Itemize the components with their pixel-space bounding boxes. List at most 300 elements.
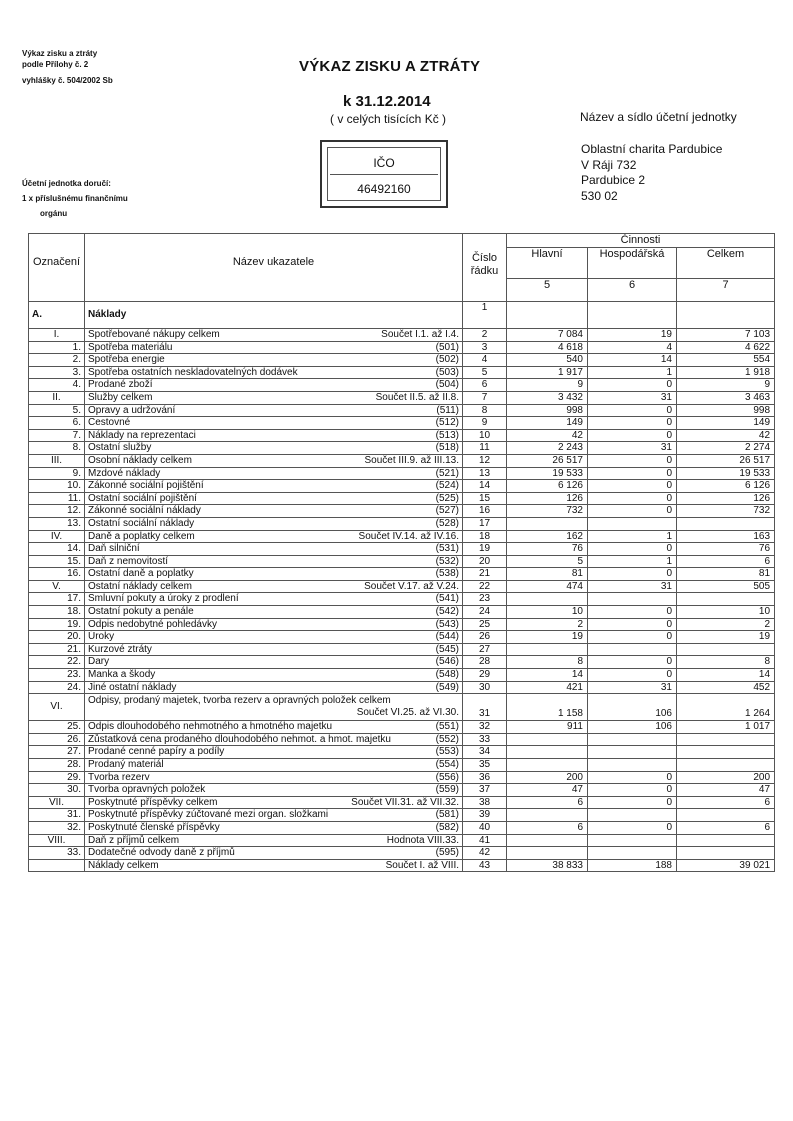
- row-number: 33: [463, 733, 507, 746]
- value-celkem: 2 274: [677, 442, 775, 455]
- value-celkem: 76: [677, 543, 775, 556]
- row-code: 23.: [29, 669, 85, 682]
- value-hospodarska: 0: [588, 454, 677, 467]
- row-account: Součet VI.25. až VI.30.: [356, 707, 459, 719]
- row-account: (553): [435, 746, 459, 758]
- row-account: (552): [435, 733, 459, 745]
- row-name: Prodané cenné papíry a podíly: [88, 746, 225, 758]
- value-hospodarska: 0: [588, 505, 677, 518]
- value-hospodarska: [588, 746, 677, 759]
- row-code: 16.: [29, 568, 85, 581]
- table-row: [29, 746, 775, 759]
- row-number: 2: [463, 329, 507, 342]
- row-account: Součet I.1. až I.4.: [381, 329, 459, 340]
- value-celkem: 1 017: [677, 721, 775, 734]
- value-hospodarska: 0: [588, 404, 677, 417]
- value-hospodarska: 0: [588, 606, 677, 619]
- table-row: [29, 379, 775, 392]
- row-label: [85, 606, 463, 619]
- row-number: 7: [463, 391, 507, 404]
- row-number: 5: [463, 366, 507, 379]
- value-celkem: 14: [677, 669, 775, 682]
- table-row: [29, 796, 775, 809]
- table-row: [29, 593, 775, 606]
- row-name: Odpis dlouhodobého nehmotného a hmotného majetku: [88, 721, 333, 733]
- row-label: [85, 480, 463, 493]
- row-number: 6: [463, 379, 507, 392]
- row-name: Mzdové náklady: [88, 467, 161, 479]
- table-row: [29, 681, 775, 694]
- row-account: Součet I. až VIII.: [385, 859, 459, 871]
- table-row: [29, 809, 775, 822]
- value-hlavni: 19: [507, 631, 588, 644]
- value-hlavni: 540: [507, 354, 588, 367]
- value-hlavni: 8: [507, 656, 588, 669]
- value-hospodarska: 0: [588, 467, 677, 480]
- row-label: [85, 442, 463, 455]
- row-code: VI.: [29, 694, 85, 721]
- value-celkem: 42: [677, 429, 775, 442]
- table-row: [29, 580, 775, 593]
- row-name: Dary: [88, 656, 110, 668]
- row-number: 20: [463, 555, 507, 568]
- table-row: [29, 417, 775, 430]
- row-name: Náklady celkem: [88, 859, 159, 871]
- delivery-note: [22, 178, 128, 219]
- row-number: 39: [463, 809, 507, 822]
- row-code: 7.: [29, 429, 85, 442]
- row-name: Odpisy, prodaný majetek, tvorba rezerv a opravných položek celkem: [88, 695, 391, 707]
- row-code: [29, 859, 85, 872]
- row-number: 13: [463, 467, 507, 480]
- row-label: [85, 643, 463, 656]
- row-code: VII.: [29, 796, 85, 809]
- row-name: Zákonné sociální náklady: [88, 505, 201, 517]
- row-code: 10.: [29, 480, 85, 493]
- row-label: [85, 759, 463, 772]
- table-row: [29, 391, 775, 404]
- row-account: (528): [435, 517, 459, 529]
- value-hospodarska: 31: [588, 681, 677, 694]
- row-label: [85, 694, 463, 721]
- row-label: [85, 809, 463, 822]
- ico-box: [320, 140, 448, 208]
- row-label: [85, 859, 463, 872]
- form-reference: [22, 48, 113, 86]
- section-row: [29, 302, 775, 329]
- row-name: Spotřeba energie: [88, 354, 165, 366]
- value-celkem: 19 533: [677, 467, 775, 480]
- table-row: [29, 694, 775, 721]
- row-name: Ostatní pokuty a penále: [88, 606, 194, 618]
- row-label: [85, 379, 463, 392]
- row-label: [85, 568, 463, 581]
- row-number: 3: [463, 341, 507, 354]
- row-label: [85, 733, 463, 746]
- row-account: (543): [435, 618, 459, 630]
- row-number: 22: [463, 580, 507, 593]
- value-celkem: 2: [677, 618, 775, 631]
- row-label: [85, 618, 463, 631]
- value-celkem: 47: [677, 784, 775, 797]
- row-number: 19: [463, 543, 507, 556]
- row-label: [85, 530, 463, 543]
- row-account: (549): [435, 681, 459, 693]
- entity-line: 530 02: [581, 188, 618, 203]
- table-row: [29, 859, 775, 872]
- value-hospodarska: 0: [588, 796, 677, 809]
- row-number: 43: [463, 859, 507, 872]
- row-number: 42: [463, 847, 507, 860]
- row-account: (551): [435, 721, 459, 733]
- row-account: (504): [435, 379, 459, 391]
- value-celkem: 6: [677, 821, 775, 834]
- value-hospodarska: 0: [588, 618, 677, 631]
- table-row: [29, 454, 775, 467]
- value-hospodarska: 31: [588, 391, 677, 404]
- header-hospodarska: Hospodářská: [588, 248, 677, 279]
- row-label: [85, 417, 463, 430]
- value-hospodarska: 0: [588, 568, 677, 581]
- value-celkem: 6: [677, 555, 775, 568]
- row-number: 21: [463, 568, 507, 581]
- value-hlavni: 19 533: [507, 467, 588, 480]
- value-hospodarska: [588, 643, 677, 656]
- row-account: (501): [435, 341, 459, 353]
- row-name: Ostatní sociální pojištění: [88, 492, 197, 504]
- value-celkem: 6: [677, 796, 775, 809]
- value-celkem: 7 103: [677, 329, 775, 342]
- row-code: 17.: [29, 593, 85, 606]
- row-name: Daň z příjmů celkem: [88, 834, 180, 846]
- header-cinnosti: Činnosti: [507, 234, 775, 248]
- row-name: Osobní náklady celkem: [88, 454, 192, 466]
- row-code: 29.: [29, 771, 85, 784]
- row-number: 31: [463, 694, 507, 721]
- document-date: k 31.12.2014: [343, 93, 431, 110]
- row-name: Zákonné sociální pojištění: [88, 480, 204, 492]
- row-account: (527): [435, 505, 459, 517]
- section-name: Náklady: [85, 302, 463, 329]
- value-celkem: [677, 847, 775, 860]
- value-celkem: [677, 759, 775, 772]
- table-row: [29, 492, 775, 505]
- value-celkem: 505: [677, 580, 775, 593]
- row-name: Ostatní náklady celkem: [88, 580, 192, 592]
- row-label: [85, 669, 463, 682]
- row-name: Poskytnuté příspěvky celkem: [88, 796, 218, 808]
- row-code: 24.: [29, 681, 85, 694]
- row-name: Daň silniční: [88, 543, 140, 555]
- row-name: Daň z nemovitostí: [88, 555, 169, 567]
- value-celkem: [677, 733, 775, 746]
- row-account: (518): [435, 442, 459, 454]
- row-number: 25: [463, 618, 507, 631]
- row-account: (582): [435, 821, 459, 833]
- value-celkem: [677, 746, 775, 759]
- value-hlavni: [507, 847, 588, 860]
- value-hospodarska: 31: [588, 442, 677, 455]
- value-hospodarska: [588, 809, 677, 822]
- row-name: Spotřeba ostatních neskladovatelných dodávek: [88, 366, 298, 378]
- table-row: [29, 354, 775, 367]
- row-code: 25.: [29, 721, 85, 734]
- table-row: [29, 341, 775, 354]
- row-number: 36: [463, 771, 507, 784]
- value-celkem: 6 126: [677, 480, 775, 493]
- row-name: Ostatní služby: [88, 442, 152, 454]
- row-label: [85, 454, 463, 467]
- ico-divider: [330, 174, 438, 175]
- value-celkem: 19: [677, 631, 775, 644]
- entity-heading: Název a sídlo účetní jednotky: [580, 110, 737, 124]
- value-hospodarska: [588, 847, 677, 860]
- value-celkem: 26 517: [677, 454, 775, 467]
- row-number: 8: [463, 404, 507, 417]
- ico-value: 46492160: [357, 182, 411, 196]
- row-number: 27: [463, 643, 507, 656]
- value-hospodarska: 0: [588, 492, 677, 505]
- value-hlavni: [507, 746, 588, 759]
- row-account: (554): [435, 759, 459, 770]
- row-code: II.: [29, 391, 85, 404]
- row-label: [85, 517, 463, 530]
- value-hlavni: 4 618: [507, 341, 588, 354]
- entity-address: [581, 142, 722, 204]
- row-code: 18.: [29, 606, 85, 619]
- value-hlavni: 200: [507, 771, 588, 784]
- value-hospodarska: 0: [588, 480, 677, 493]
- value-celkem: 4 622: [677, 341, 775, 354]
- row-number: 34: [463, 746, 507, 759]
- value-hlavni: 474: [507, 580, 588, 593]
- row-number: 12: [463, 454, 507, 467]
- row-account: (546): [435, 656, 459, 668]
- delivery-note-line: orgánu: [40, 209, 68, 218]
- value-hlavni: 9: [507, 379, 588, 392]
- row-number: 11: [463, 442, 507, 455]
- header-oznaceni: Označení: [29, 234, 85, 302]
- value-celkem: 9: [677, 379, 775, 392]
- value-hlavni: [507, 759, 588, 772]
- value-celkem: 1 264: [677, 694, 775, 721]
- row-account: (542): [435, 606, 459, 618]
- value-celkem: 163: [677, 530, 775, 543]
- row-label: [85, 593, 463, 606]
- value-hospodarska: 1: [588, 366, 677, 379]
- row-number: 1: [463, 302, 507, 329]
- row-account: (503): [435, 366, 459, 378]
- row-account: (581): [435, 809, 459, 821]
- row-number: 41: [463, 834, 507, 847]
- value-celkem: [677, 809, 775, 822]
- value-hlavni: 3 432: [507, 391, 588, 404]
- row-number: 32: [463, 721, 507, 734]
- row-code: 14.: [29, 543, 85, 556]
- value-celkem: 126: [677, 492, 775, 505]
- row-account: (513): [435, 429, 459, 441]
- value-hlavni: 1 917: [507, 366, 588, 379]
- header-nazev: Název ukazatele: [85, 234, 463, 302]
- row-name: Kurzové ztráty: [88, 643, 152, 655]
- value-hlavni: 5: [507, 555, 588, 568]
- row-name: Ostatní daně a poplatky: [88, 568, 194, 580]
- header-celkem: Celkem: [677, 248, 775, 279]
- value-celkem: [677, 517, 775, 530]
- row-name: Tvorba rezerv: [88, 771, 150, 783]
- row-label: [85, 821, 463, 834]
- value-hlavni: 732: [507, 505, 588, 518]
- row-name: Tvorba opravných položek: [88, 784, 206, 796]
- value-hlavni: 7 084: [507, 329, 588, 342]
- row-account: (502): [435, 354, 459, 366]
- row-account: (559): [435, 784, 459, 796]
- delivery-note-line: Účetní jednotka doručí:: [22, 179, 111, 188]
- value-hospodarska: 1: [588, 530, 677, 543]
- value-hospodarska: 0: [588, 543, 677, 556]
- row-name: Zůstatková cena prodaného dlouhodobého nehmot. a hmot. majetku: [88, 733, 391, 745]
- delivery-note-line: 1 x příslušnému finančnímu: [22, 194, 128, 203]
- value-hospodarska: [588, 834, 677, 847]
- row-code: 19.: [29, 618, 85, 631]
- row-number: 4: [463, 354, 507, 367]
- row-number: 14: [463, 480, 507, 493]
- value-hlavni: 911: [507, 721, 588, 734]
- row-number: 15: [463, 492, 507, 505]
- row-label: [85, 329, 463, 342]
- value-celkem: 39 021: [677, 859, 775, 872]
- row-account: Součet VII.31. až VII.32.: [351, 796, 459, 808]
- value-hlavni: 14: [507, 669, 588, 682]
- header-row: [29, 234, 775, 248]
- row-label: [85, 467, 463, 480]
- entity-line: V Ráji 732: [581, 157, 637, 172]
- value-hospodarska: 0: [588, 669, 677, 682]
- row-account: (556): [435, 771, 459, 783]
- value-hospodarska: 0: [588, 656, 677, 669]
- row-account: (541): [435, 593, 459, 605]
- value-hlavni: 6: [507, 821, 588, 834]
- value-hospodarska: 0: [588, 379, 677, 392]
- table-row: [29, 366, 775, 379]
- value-hlavni: 6 126: [507, 480, 588, 493]
- value-celkem: 200: [677, 771, 775, 784]
- table-row: [29, 771, 775, 784]
- document-title: VÝKAZ ZISKU A ZTRÁTY: [299, 58, 481, 75]
- row-number: 10: [463, 429, 507, 442]
- value-celkem: [677, 593, 775, 606]
- value-hospodarska: 0: [588, 784, 677, 797]
- row-code: 20.: [29, 631, 85, 644]
- table-row: [29, 517, 775, 530]
- row-code: 1.: [29, 341, 85, 354]
- row-code: 13.: [29, 517, 85, 530]
- value-celkem: 149: [677, 417, 775, 430]
- table-row: [29, 480, 775, 493]
- value-hospodarska: 0: [588, 821, 677, 834]
- value-hospodarska: 0: [588, 417, 677, 430]
- row-code: 30.: [29, 784, 85, 797]
- income-statement-table: [28, 233, 775, 872]
- value-celkem: 81: [677, 568, 775, 581]
- value-hospodarska: 0: [588, 631, 677, 644]
- row-label: [85, 631, 463, 644]
- row-label: [85, 771, 463, 784]
- row-label: [85, 341, 463, 354]
- table-row: [29, 467, 775, 480]
- row-account: (544): [435, 631, 459, 643]
- row-code: 4.: [29, 379, 85, 392]
- row-label: [85, 555, 463, 568]
- row-name: Dodatečné odvody daně z příjmů: [88, 847, 235, 859]
- value-hospodarska: [588, 517, 677, 530]
- row-account: (525): [435, 492, 459, 504]
- row-label: [85, 784, 463, 797]
- value-hlavni: 81: [507, 568, 588, 581]
- value-hlavni: [507, 809, 588, 822]
- value-celkem: [677, 302, 775, 329]
- ico-label: IČO: [373, 156, 395, 170]
- row-code: V.: [29, 580, 85, 593]
- row-label: [85, 391, 463, 404]
- row-code: 21.: [29, 643, 85, 656]
- row-account: Součet III.9. až III.13.: [364, 454, 459, 466]
- row-label: [85, 492, 463, 505]
- row-account: (511): [436, 404, 459, 416]
- value-hlavni: 2: [507, 618, 588, 631]
- row-label: [85, 354, 463, 367]
- value-hospodarska: 188: [588, 859, 677, 872]
- form-reference-line: podle Přílohy č. 2: [22, 60, 89, 69]
- row-label: [85, 656, 463, 669]
- value-hospodarska: 31: [588, 580, 677, 593]
- row-code: 2.: [29, 354, 85, 367]
- value-hospodarska: 106: [588, 721, 677, 734]
- row-account: Součet IV.14. až IV.16.: [358, 530, 459, 542]
- row-code: 27.: [29, 746, 85, 759]
- row-label: [85, 834, 463, 847]
- value-hlavni: 162: [507, 530, 588, 543]
- row-name: Náklady na reprezentaci: [88, 429, 196, 441]
- row-label: [85, 429, 463, 442]
- value-celkem: 3 463: [677, 391, 775, 404]
- document-unit: ( v celých tisících Kč ): [330, 112, 447, 126]
- table-row: [29, 643, 775, 656]
- value-hlavni: [507, 643, 588, 656]
- table-row: [29, 568, 775, 581]
- table-row: [29, 404, 775, 417]
- row-number: 24: [463, 606, 507, 619]
- row-account: (538): [435, 568, 459, 580]
- table-row: [29, 442, 775, 455]
- row-code: IV.: [29, 530, 85, 543]
- value-hlavni: [507, 733, 588, 746]
- value-hlavni: 76: [507, 543, 588, 556]
- row-number: 9: [463, 417, 507, 430]
- row-label: [85, 580, 463, 593]
- row-label: [85, 746, 463, 759]
- row-name: Manka a škody: [88, 669, 156, 681]
- row-code: 31.: [29, 809, 85, 822]
- value-hlavni: [507, 517, 588, 530]
- table-row: [29, 656, 775, 669]
- table-row: [29, 631, 775, 644]
- value-celkem: 8: [677, 656, 775, 669]
- value-hlavni: 10: [507, 606, 588, 619]
- row-code: 12.: [29, 505, 85, 518]
- row-number: 35: [463, 759, 507, 772]
- entity-line: Oblastní charita Pardubice: [581, 142, 723, 156]
